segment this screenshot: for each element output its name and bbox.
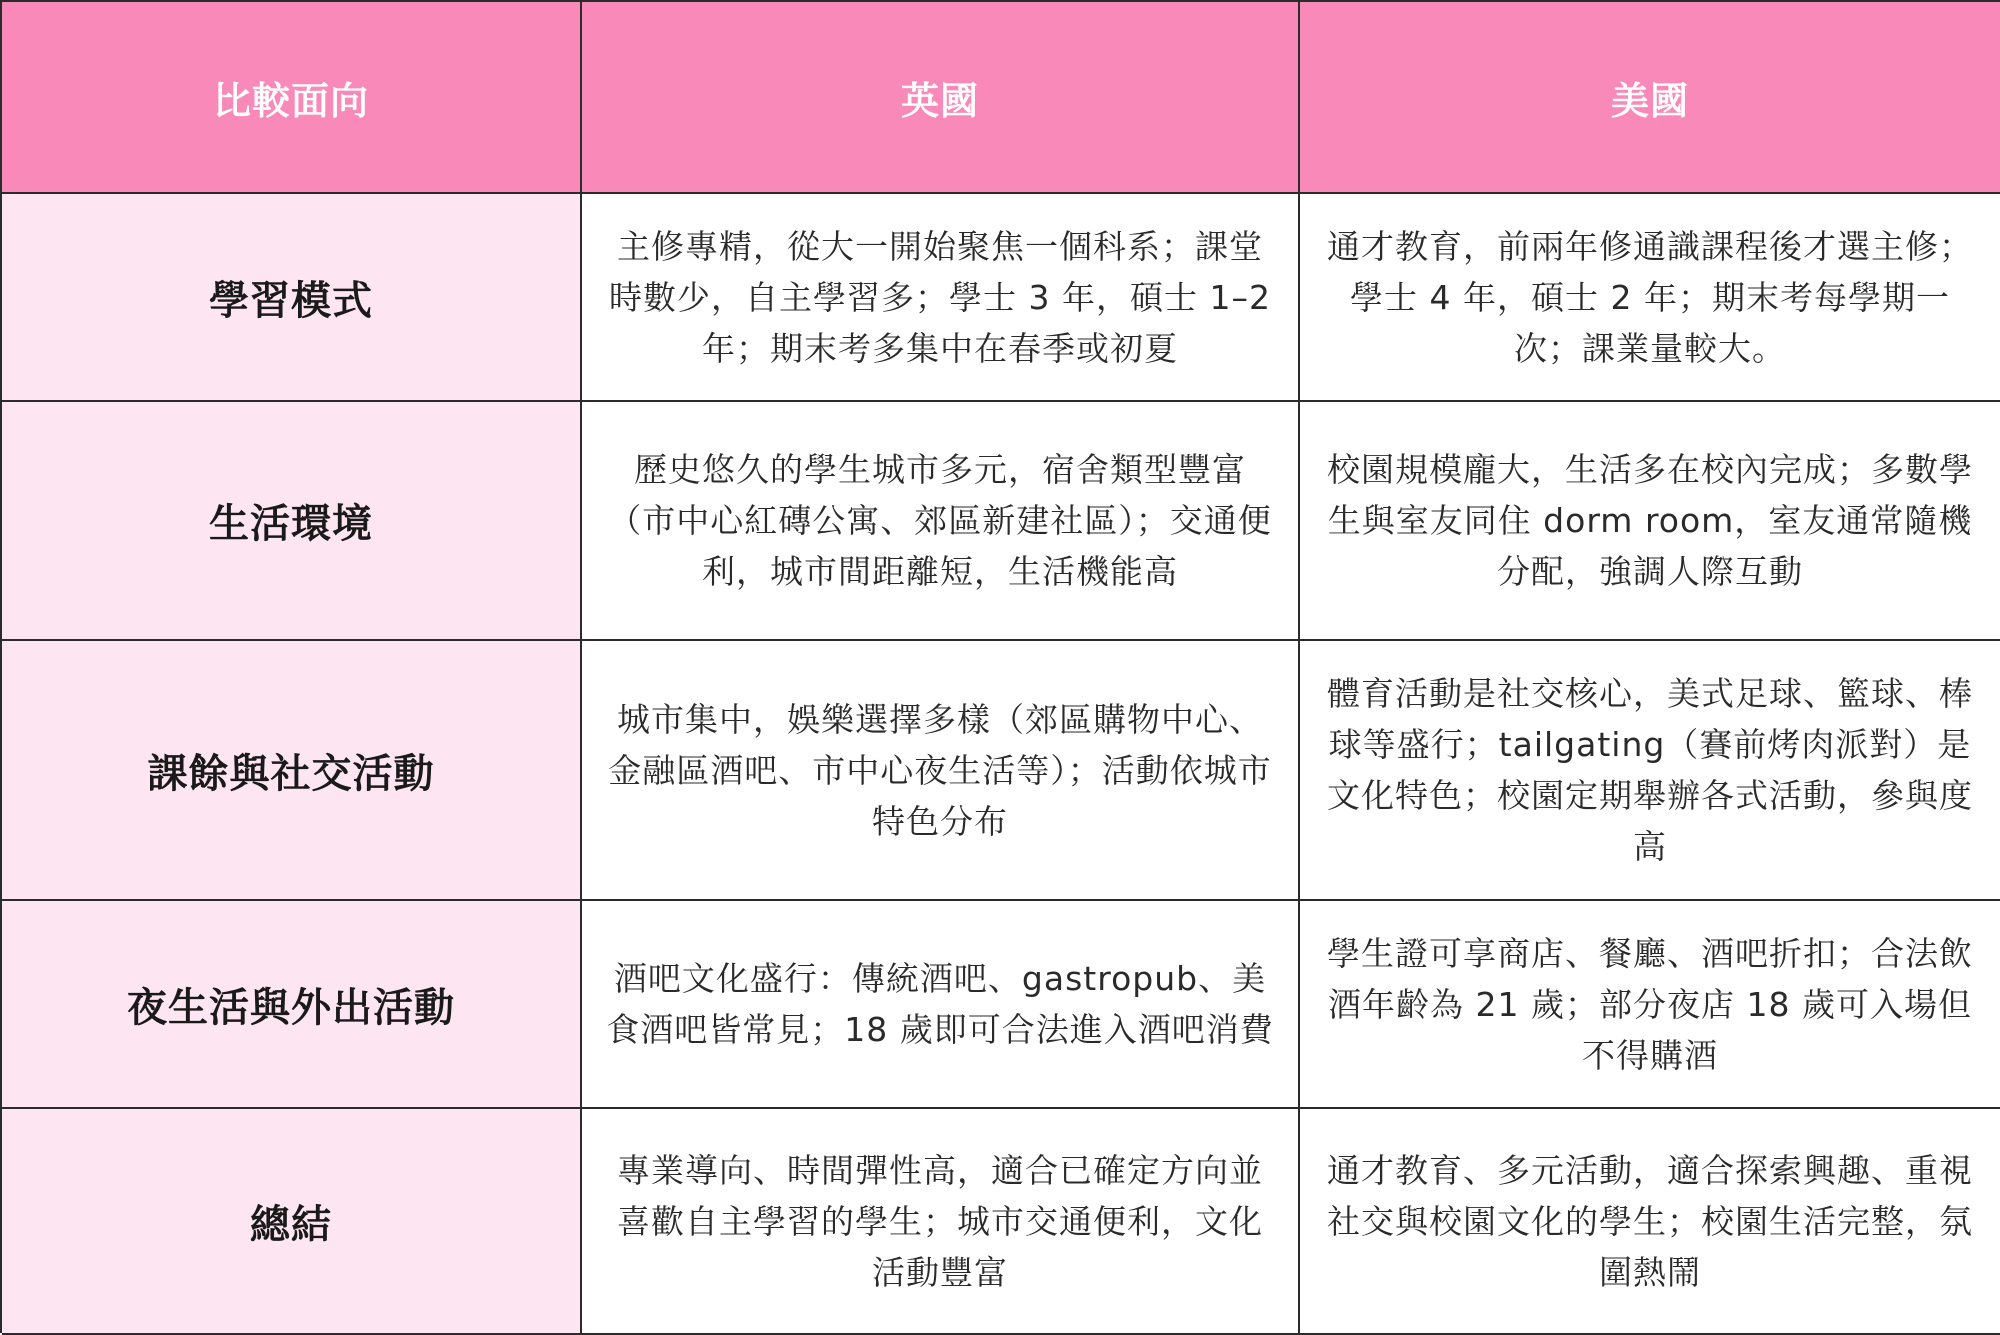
cell-us-nightlife: 學生證可享商店、餐廳、酒吧折扣；合法飲酒年齡為 21 歲；部分夜店 18 歲可入場但不得購酒 (1300, 901, 2000, 1109)
cell-uk-nightlife: 酒吧文化盛行：傳統酒吧、gastropub、美食酒吧皆常見；18 歲即可合法進入酒吧消費 (582, 901, 1300, 1109)
cell-uk-learning-mode: 主修專精，從大一開始聚焦一個科系；課堂時數少，自主學習多；學士 3 年，碩士 1–2 年；期末考多集中在春季或初夏 (582, 194, 1300, 402)
row-label-learning-mode: 學習模式 (2, 194, 582, 402)
cell-us-summary: 通才教育、多元活動，適合探索興趣、重視社交與校園文化的學生；校園生活完整，氛圍熱鬧 (1300, 1109, 2000, 1335)
row-label-social-activities: 課餘與社交活動 (2, 641, 582, 901)
row-label-nightlife: 夜生活與外出活動 (2, 901, 582, 1109)
cell-uk-living-environment: 歷史悠久的學生城市多元，宿舍類型豐富（市中心紅磚公寓、郊區新建社區）；交通便利，城市間距離短，生活機能高 (582, 402, 1300, 641)
cell-uk-summary: 專業導向、時間彈性高，適合已確定方向並喜歡自主學習的學生；城市交通便利，文化活動豐富 (582, 1109, 1300, 1335)
header-us: 美國 (1300, 2, 2000, 194)
cell-us-learning-mode: 通才教育，前兩年修通識課程後才選主修；學士 4 年，碩士 2 年；期末考每學期一次；課業量較大。 (1300, 194, 2000, 402)
cell-us-living-environment: 校園規模龐大，生活多在校內完成；多數學生與室友同住 dorm room，室友通常隨機分配，強調人際互動 (1300, 402, 2000, 641)
cell-uk-social-activities: 城市集中，娛樂選擇多樣（郊區購物中心、金融區酒吧、市中心夜生活等）；活動依城市特色分布 (582, 641, 1300, 901)
cell-us-social-activities: 體育活動是社交核心，美式足球、籃球、棒球等盛行；tailgating（賽前烤肉派對）是文化特色；校園定期舉辦各式活動，參與度高 (1300, 641, 2000, 901)
header-uk: 英國 (582, 2, 1300, 194)
row-label-living-environment: 生活環境 (2, 402, 582, 641)
header-aspect: 比較面向 (2, 2, 582, 194)
row-label-summary: 總結 (2, 1109, 582, 1335)
